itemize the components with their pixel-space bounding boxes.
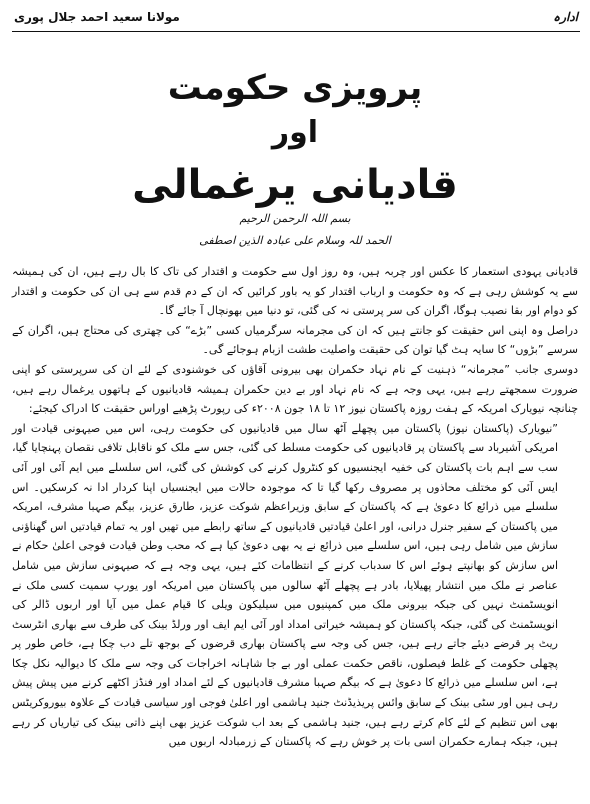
article-title-line-1: پرویزی حکومت bbox=[167, 68, 423, 108]
paragraph-1: قادیانی یہودی استعمار کا عکس اور چربہ ہیں، وہ روز اول سے حکومت و اقتدار کی تاک کا بال رہے ہیں، ان کی ہمیشہ سے یہ کوشش رہی ہے کہ وہ حکومت و ارباب اقتدار کو یہ باور کرائیں کہ ان کے دم قدم سے ہی ان کی حکومت و اقتدار کو دوام اور بقا نصیب ہوگا، اگران کی سر پرستی نہ کی گئی، تو دنیا میں بھونچال آ جائے گا۔ bbox=[12, 265, 578, 318]
header-divider bbox=[12, 31, 580, 32]
paragraph-2: دراصل وہ اپنی اس حقیقت کو جانتے ہیں کہ ان کی مجرمانہ سرگرمیاں کسی ”بڑے“ کی چھتری کی محتاج ہیں، اگران کے سرسے ”بڑوں“ کا سایہ ہٹ گیا توان کی حقیقت واصلیت طشت ازبام ہوجائے گی۔ bbox=[12, 323, 578, 357]
hamd-line: الحمد للہ وسلام علی عبادہ الذین اصطفی bbox=[199, 234, 391, 247]
bismillah: بسم اللہ الرحمن الرحیم bbox=[239, 212, 351, 225]
header-publication: ادارہ bbox=[553, 10, 578, 24]
header-author: مولانا سعید احمد جلال پوری bbox=[14, 10, 180, 24]
paragraph-3: دوسری جانب ”مجرمانہ“ ذہنیت کے نام نہاد حکمران بھی بیرونی آقاؤں کی خوشنودی کے لئے ان کی سرپرستی کو اپنی ضرورت سمجھتے رہے ہیں، یہی وجہ ہے کہ نام نہاد اور بے دین حکمران ہمیشہ قادیانیوں کے ہاتھوں یرغمال رہے ہیں، چنانچہ نیویارک امریکہ کے ہفت روزہ پاکستان نیوز ۱۲ تا ۱۸ جون ۲۰۰۸ء کی رپورٹ پڑھیے اوراس حقیقت کا ادراک کیجئے: bbox=[12, 362, 578, 416]
quoted-report: ”نیویارک (پاکستان نیوز) پاکستان میں پچھلے آٹھ سال میں قادیانیوں کی حکومت رہی، اس میں صیہونی قیادت اور امریکی آشیرباد سے پاکستان پر قادیانیوں کی حکومت مسلط کی گئی، جس سے ملک کو ناقابل تلافی نقصان پہنچایا گیا، سب سے اہم بات پاکستان کی خفیہ ایجنسیوں کو کنٹرول کرنے کی کوشش کی گئی، اس سلسلے میں ایم آئی اور آئی ایس آئی کو مختلف محاذوں پر مصروف رکھا گیا تا کہ موجودہ حالات میں ایجنسیاں اپنا کردار ادا نہ کرسکیں۔ اس سلسلے میں ذرائع کا دعویٰ ہے کہ پاکستان کے سابق وزیراعظم شوکت عزیز، طارق عزیز، بیگم صہبا مشرف، امریکہ میں پاکستان کے سفیر جنرل درانی، اور اعلیٰ قیادتیں قادیانیوں کے ساتھ رابطے میں تھیں اور یہ تمام قیادتیں اس گھناؤنی سازش میں شامل رہی ہیں، اس سلسلے میں ذرائع نے یہ بھی دعویٰ کیا ہے کہ محب وطن قیادت فوجی اعلیٰ حکام نے اس سازش کو بھانپتے ہوئے اس کا سدباب کرنے کے انتظامات کئے ہیں، یہی وجہ ہے کہ صیہونی سازش میں شامل عناصر نے ملک میں انتشار پھیلایا، بادر ہے پچھلے آٹھ سالوں میں پاکستان میں امریکہ اور یورپ سمیت کسی ملک نے انویسٹمنٹ نہیں کی جبکہ بیرونی ملک میں کمپنیوں میں سیلیکون ویلی کا قیام عمل میں آیا اور اربوں ڈالر کی انویسٹمنٹ کی گئی، جبکہ پاکستان کو ہمیشہ خیراتی امداد اور آئی ایم ایف اور ورلڈ بینک کی طرف سے بھاری انٹرسٹ ریٹ پر قرضے دیئے جاتے رہے ہیں، جس کی وجہ سے پاکستان بھاری قرضوں کے بوجھ تلے دب چکا ہے، خاص طور پر پچھلی حکومت کے غلط فیصلوں، ناقص حکمت عملی اور بے جا شاہانہ اخراجات کی وجہ سے ملک کا دیوالیہ نکل چکا ہے، اس سلسلے میں ذرائع کا دعویٰ ہے کہ بیگم صہبا مشرف قادیانیوں کے لئے امداد اور فنڈز اکٹھے کرنے میں پیش پیش رہی ہیں اور سٹی بینک کے سابق وائس پریذیڈنٹ جنید ہاشمی اور اعلیٰ فوجی اور سیاسی قیادت کے علاوہ بیوروکریٹس بھی اس تنظیم کے لئے کام کرتے رہے ہیں، جنید ہاشمی کے بعد اب شوکت عزیز بھی اپنے ذاتی بینک کی تیاریاں کر رہے ہیں، جبکہ ہمارے حکمران اسی بات پر خوش رہے کہ پاکستان کے زرمبادلہ اربوں میں bbox=[12, 421, 558, 749]
article-title-line-2: اور bbox=[271, 115, 319, 150]
article-title-line-3: قادیانی یرغمالی bbox=[132, 162, 458, 208]
article-body bbox=[12, 262, 578, 752]
page-header bbox=[14, 6, 578, 30]
